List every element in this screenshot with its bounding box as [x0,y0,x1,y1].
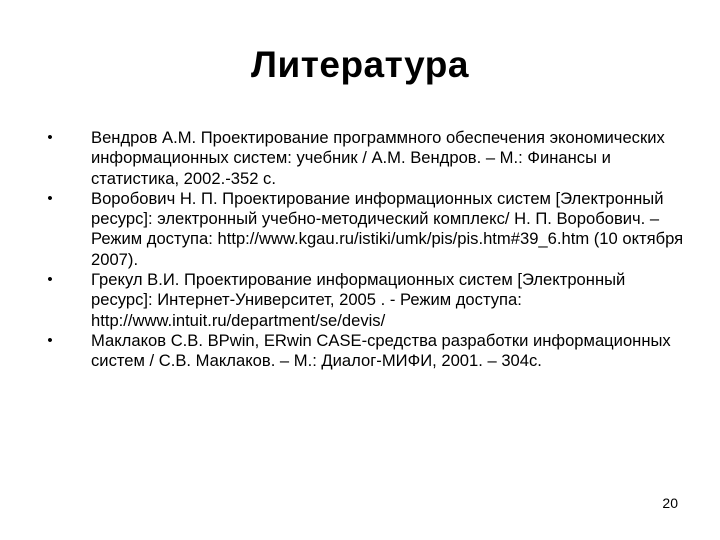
bullet-icon: • [47,129,53,146]
list-item [43,270,691,331]
reference-text: Маклаков С.В. BPwin, ERwin CASE-средства разработки информационных систем / С.В. Маклаков. – М.: Диалог-МИФИ, 2001. – 304с. [91,330,671,371]
bullet-icon: • [47,189,53,207]
reference-text: Грекул В.И. Проектирование информационных систем [Электронный ресурс]: Интернет-Университет, 2005 . - Режим доступа: http://www.intuit.ru/department/se/devis/ [91,270,626,330]
reference-list [43,128,691,372]
reference-text: Вендров А.М. Проектирование программного обеспечения экономических информационных систем: учебник / А.М. Вендров. – М.: Финансы и статистика, 2002.-352 с. [91,128,665,188]
list-item [43,331,691,372]
reference-text: Воробович Н. П. Проектирование информационных систем [Электронный ресурс]: электронный учебно-методический комплекс/ Н. П. Воробович. – Режим доступа: http://www.kgau.ru/istiki/umk/pis/pis.htm#39_6.htm (10 октября 2007). [91,188,684,269]
list-item [43,128,691,189]
slide-title: Литература [251,44,469,85]
page-number: 20 [662,495,678,511]
bullet-icon: • [47,271,53,289]
bullet-icon: • [47,331,53,349]
list-item [43,189,691,270]
